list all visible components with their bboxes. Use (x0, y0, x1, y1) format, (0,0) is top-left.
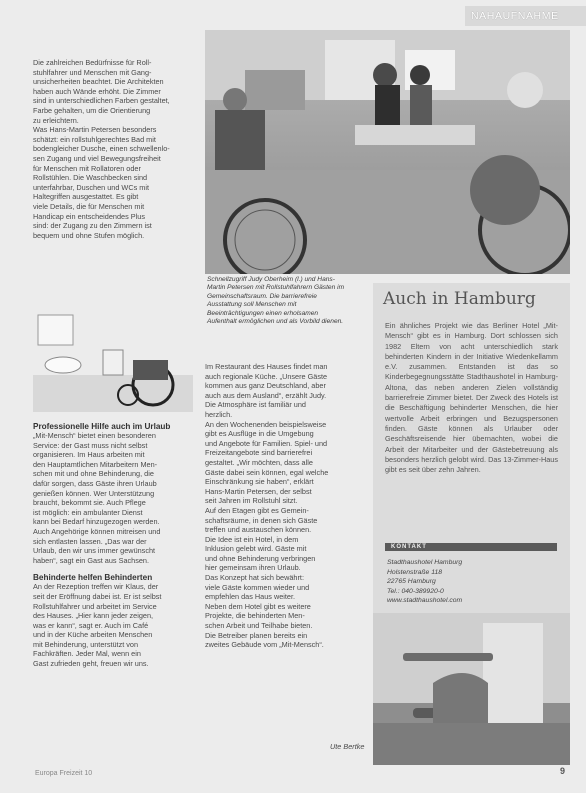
text-line: haben auch Wände erhöht. Die Zimmer (33, 86, 161, 96)
text-line: Rollstühlen. Die Waschbecken sind (33, 173, 148, 183)
text-line: zweites Gebäude vom „Mit-Mensch“. (205, 640, 324, 650)
text-line: schätzt: ein rollstuhlgerechtes Bad mit (33, 134, 156, 144)
main-photo-illustration (205, 30, 570, 274)
text-line: Rollstuhlfahrer und arbeitet im Service (33, 601, 157, 611)
text-line: schen Arbeit und Teilhabe bieten. (205, 621, 313, 631)
text-line: seit der Eröffnung dabei ist. Er ist selbst (33, 591, 162, 601)
text-line: des Hauses. „Hier kann jeder zeigen, (33, 611, 154, 621)
text-line: Service: der Gast muss nicht selbst (33, 440, 148, 450)
kontakt-lines (387, 558, 557, 606)
text-line: dafür sorgen, dass Gäste ihren Urlaub (33, 478, 157, 488)
kontakt-line: Tel.: 040-389920-0 (387, 587, 444, 595)
text-line: organisieren. Im Haus arbeiten mit (33, 450, 145, 460)
text-line: Neben dem Hotel gibt es weitere (205, 601, 311, 611)
text-line: und in der Küche arbeiten Menschen (33, 630, 153, 640)
sidebar-box (373, 283, 570, 765)
kontakt-label: KONTAKT (385, 543, 557, 551)
main-photo (205, 30, 570, 274)
photo-caption: Schnellzugriff Judy Oberheim (l.) und Hans-Martin Petersen mit Rollstuhlfahrern Gästen im Gemeinschaftsraum. Die barrierefreie Ausstattung soll Menschen mit Beeinträchtigungen einen erholsamen Aufenthalt ermöglichen und als Vorbild dienen. (207, 276, 345, 326)
text-line: Die zahlreichen Bedürfnisse für Roll- (33, 58, 152, 67)
text-line: Projekte, die behinderten Men- (205, 611, 305, 621)
text-line: Gäste dabei sein können, egal welche (205, 467, 329, 477)
text-line: auch regionale Küche. „Unsere Gäste (205, 371, 328, 381)
text-line: für Menschen mit Rollatoren oder (33, 163, 141, 173)
sidebar-photo (373, 613, 570, 765)
sidebar-photo-illustration (373, 613, 570, 765)
text-line: auch aus dem Ausland“, erzählt Judy. (205, 390, 327, 400)
text-line: sind in unterschiedlichen Farben gestaltet, (33, 96, 170, 106)
text-line: kann bei Bedarf hinzugezogen werden. (33, 517, 160, 527)
bathroom-photo (33, 305, 193, 412)
text-line: stuhlfahrer und Menschen mit Gang- (33, 67, 152, 77)
text-line: sen Zugang und viel Bewegungsfreiheit (33, 153, 161, 163)
kontakt-line: www.stadthaushotel.com (387, 597, 463, 605)
text-line: Fachkräften. Jeder Mal, wenn ein (33, 649, 141, 659)
text-line: Was Hans-Martin Petersen besonders (33, 125, 157, 135)
text-line: gestaltet. „Wir möchten, dass alle (205, 457, 313, 467)
column-1-mid-text (33, 431, 198, 565)
text-line: An der Rezeption treffen wir Klaus, der (33, 582, 159, 592)
text-line: und Angebote für Familien. Spiel- und (205, 438, 328, 448)
text-line: Die Atmosphäre ist familiär und (205, 400, 306, 410)
text-line: mit Behinderung, unterstützt von (33, 639, 139, 649)
column-2 (205, 362, 367, 650)
column-1-middle (33, 418, 198, 669)
text-line: Urlaub, den wir uns immer gewünscht (33, 546, 156, 556)
bathroom-illustration (33, 305, 193, 412)
text-line: hier gemeinsam ihren Urlaub. (205, 563, 301, 573)
text-line: schen mit und ohne Behinderung, die (33, 469, 154, 479)
text-line: zu erleichtern. (33, 115, 79, 125)
text-line: Die Idee ist ein Hotel, in dem (205, 534, 299, 544)
text-line: was er kann“, sagt er. Auch im Café (33, 620, 149, 630)
section-tab (465, 6, 586, 26)
text-line: haben“, sagt ein Gast aus Sachsen. (33, 555, 150, 565)
kontakt-line: Stadthaushotel Hamburg (387, 559, 463, 566)
text-line: Farbe gehalten, um die Orientierung (33, 105, 151, 115)
text-line: Einschränkung sie haben“, erklärt (205, 477, 314, 487)
section-title: NAHAUFNAHME (471, 10, 559, 22)
text-line: Im Restaurant des Hauses findet man (205, 362, 328, 371)
text-line: empfehlen das Haus weiter. (205, 592, 296, 602)
text-line: schaftsräume, in denen sich Gäste (205, 515, 318, 525)
text-line: Handicap ein entscheidendes Plus (33, 211, 145, 221)
text-line: Auf den Etagen gibt es Gemein- (205, 505, 309, 515)
text-line: bodengleicher Dusche, einen schwellenlo- (33, 144, 170, 154)
text-line: unterfahrbar, Duschen und WCs mit (33, 182, 149, 192)
text-line: ist möglich: ein ambulanter Dienst (33, 507, 143, 517)
page-number: 9 (560, 766, 566, 776)
text-line: „Mit-Mensch“ bietet einen besonderen (33, 431, 156, 440)
subhead-behinderte: Behinderte helfen Behinderten (33, 573, 153, 583)
subhead-professional-help: Professionelle Hilfe auch im Urlaub (33, 422, 171, 431)
text-line: sich entlasten lassen. „Das war der (33, 536, 147, 546)
text-line: sind: der Zugang zu den Zimmern ist (33, 221, 152, 231)
text-line: viele Gäste kommen wieder und (205, 582, 310, 592)
text-line: unsicherheiten beachtet. Die Architekten (33, 77, 164, 87)
text-line: seit Jahren im Rollstuhl sitzt. (205, 496, 298, 506)
column-1-top (33, 58, 198, 240)
text-line: Gast zufrieden geht, freuen wir uns. (33, 659, 149, 669)
text-line: Das Konzept hat sich bewährt: (205, 573, 304, 583)
column-1-bottom-text (33, 582, 198, 668)
text-line: herzlich. (205, 409, 233, 419)
text-line: braucht, bekommt sie. Auch Pflege (33, 498, 146, 508)
kontakt-line: 22765 Hamburg (387, 578, 436, 586)
author: Ute Bertke (330, 742, 365, 751)
text-line: An den Wochenenden beispielsweise (205, 419, 327, 429)
text-line: kommen aus ganz Deutschland, aber (205, 381, 326, 391)
text-line: den Hauptamtlichen Mitarbeitern Men- (33, 459, 158, 469)
text-line: Inklusion gelebt wird. Gäste mit (205, 544, 307, 554)
text-line: Hans-Martin Petersen, der selbst (205, 486, 312, 496)
text-line: gibt es Ausflüge in die Umgebung (205, 429, 314, 439)
sidebar-title: Auch in Hamburg (383, 289, 536, 309)
text-line: Freizeitangebote sind barrierefrei (205, 448, 313, 458)
text-line: viele Details, die für Menschen mit (33, 201, 145, 211)
kontakt-line: Holstenstraße 118 (387, 568, 443, 576)
sidebar-text: Ein ähnliches Projekt wie das Berliner Hotel „Mit-Mensch“ gibt es in Hamburg. Dort schlossen sich 1982 Eltern von acht unterschiedlich stark behinderten Kindern in der Initiative Wiedenkellamm e.V. zusammen. Entstanden ist das so Kinderbegegnungsstätte Stadthaushotel in Hamburg-Altona, das neben anderen Zielen vollständig barrierefreie Zimmer bietet. Der Zweck des Hotels ist die Beschäftigung behinderter Menschen, die hier wertvolle Arbeit erbringen und Bezugspersonen finden. Gäste können als Urlauber oder Geschäftsreisende hier übernachten, wobei die Arbeit der Mitarbeiter und der Gästebetreuung als besonders herzlich gelobt wird. Das 13-Zimmer-Haus gibt es seit über zehn Jahren. (385, 321, 558, 475)
text-line: genießen können. Wer Unterstützung (33, 488, 155, 498)
text-line: Auch Angehörige können mitreisen und (33, 526, 161, 536)
text-line: Die Betreiber planen bereits ein (205, 630, 308, 640)
text-line: und ohne Behinderung verbringen (205, 553, 316, 563)
text-line: Haltegriffen ausgestattet. Es gibt (33, 192, 139, 202)
text-line: treffen und austauschen können. (205, 525, 312, 535)
footer-left: Europa Freizeit 10 (35, 770, 93, 777)
text-line: bequem und ohne Stufen möglich. (33, 230, 145, 240)
